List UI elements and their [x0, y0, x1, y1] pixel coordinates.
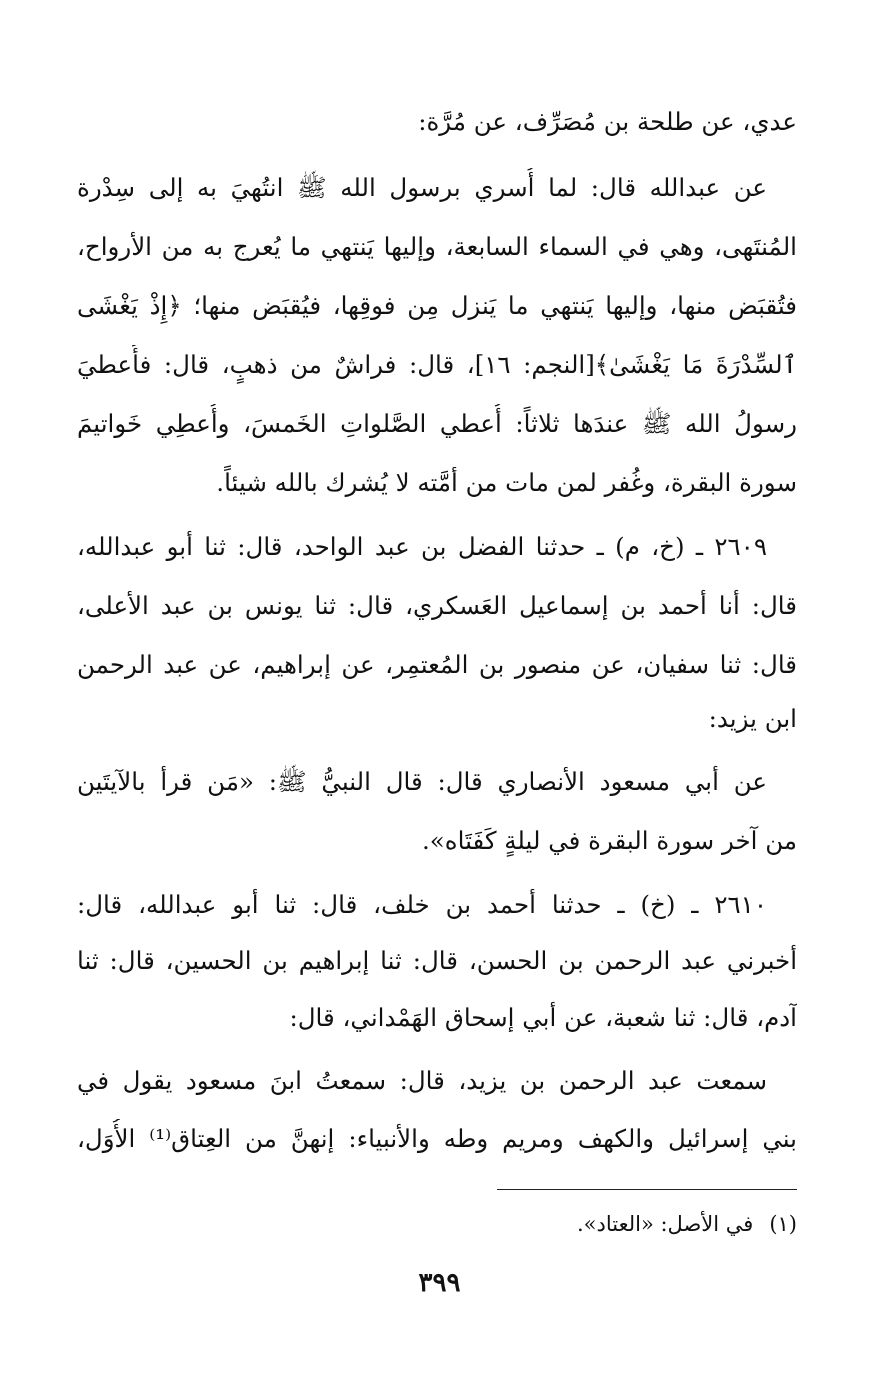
text-line: سورة البقرة، وغُفر لمن مات من أمَّته لا يُشرك بالله شيئاً. — [216, 468, 797, 497]
text-line: قال: ثنا سفيان، عن منصور بن المُعتمِر، عن إبراهيم، عن عبد الرحمن — [77, 650, 797, 679]
footnote — [577, 1208, 797, 1240]
footnote-divider — [497, 1189, 797, 1190]
text-line: ٱلسِّدْرَةَ مَا يَغْشَىٰ﴾[النجم: ١٦]، قال: فراشٌ من ذهبٍ، قال: فأُعطيَ — [77, 350, 797, 379]
text-line: عن أبي مسعود الأنصاري قال: قال النبيُّ ﷺ: «مَن قرأ بالآيتَين — [77, 767, 767, 796]
text-line: عدي، عن طلحة بن مُصَرِّف، عن مُرَّة: — [418, 107, 797, 136]
text-line: فتُقبَض منها، وإليها يَنتهي ما يَنزل مِن فوقِها، فيُقبَض منها؛ ﴿إِذْ يَغْشَى — [77, 291, 797, 320]
text-line: من آخر سورة البقرة في ليلةٍ كَفَتَاه». — [421, 826, 797, 855]
text-line: سمعت عبد الرحمن بن يزيد، قال: سمعتُ ابنَ مسعود يقول في — [77, 1066, 767, 1095]
text-line: ابن يزيد: — [708, 704, 797, 733]
footnote-marker: (١) — [769, 1212, 797, 1236]
text-line: قال: أنا أحمد بن إسماعيل العَسكري، قال: ثنا يونس بن عبد الأعلى، — [77, 591, 797, 620]
hadith-2610-heading: ٢٦١٠ ـ (خ) ـ حدثنا أحمد بن خلف، قال: ثنا أبو عبدالله، قال: — [77, 890, 767, 919]
text-line: المُنتَهى، وهي في السماء السابعة، وإليها يَنتهي ما يُعرج به من الأرواح، — [77, 232, 797, 261]
text-line: بني إسرائيل والكهف ومريم وطه والأنبياء: إنهنَّ من العِتاق⁽¹⁾ الأُوَل، — [77, 1124, 797, 1153]
page-number: ٣٩٩ — [418, 1268, 461, 1298]
footnote-text: في الأصل: «العتاد». — [576, 1212, 754, 1236]
text-line: عن عبدالله قال: لما أُسري برسول الله ﷺ انتُهيَ به إلى سِدْرة — [77, 173, 767, 202]
hadith-2609-heading: ٢٦٠٩ ـ (خ، م) ـ حدثنا الفضل بن عبد الواحد، قال: ثنا أبو عبدالله، — [77, 532, 767, 561]
text-line: آدم، قال: ثنا شعبة، عن أبي إسحاق الهَمْداني، قال: — [289, 1003, 797, 1032]
text-line: أخبرني عبد الرحمن بن الحسن، قال: ثنا إبراهيم بن الحسين، قال: ثنا — [77, 946, 797, 975]
text-line: رسولُ الله ﷺ عندَها ثلاثاً: أُعطي الصَّلواتِ الخَمسَ، وأُعطِي خَواتيمَ — [77, 409, 797, 438]
